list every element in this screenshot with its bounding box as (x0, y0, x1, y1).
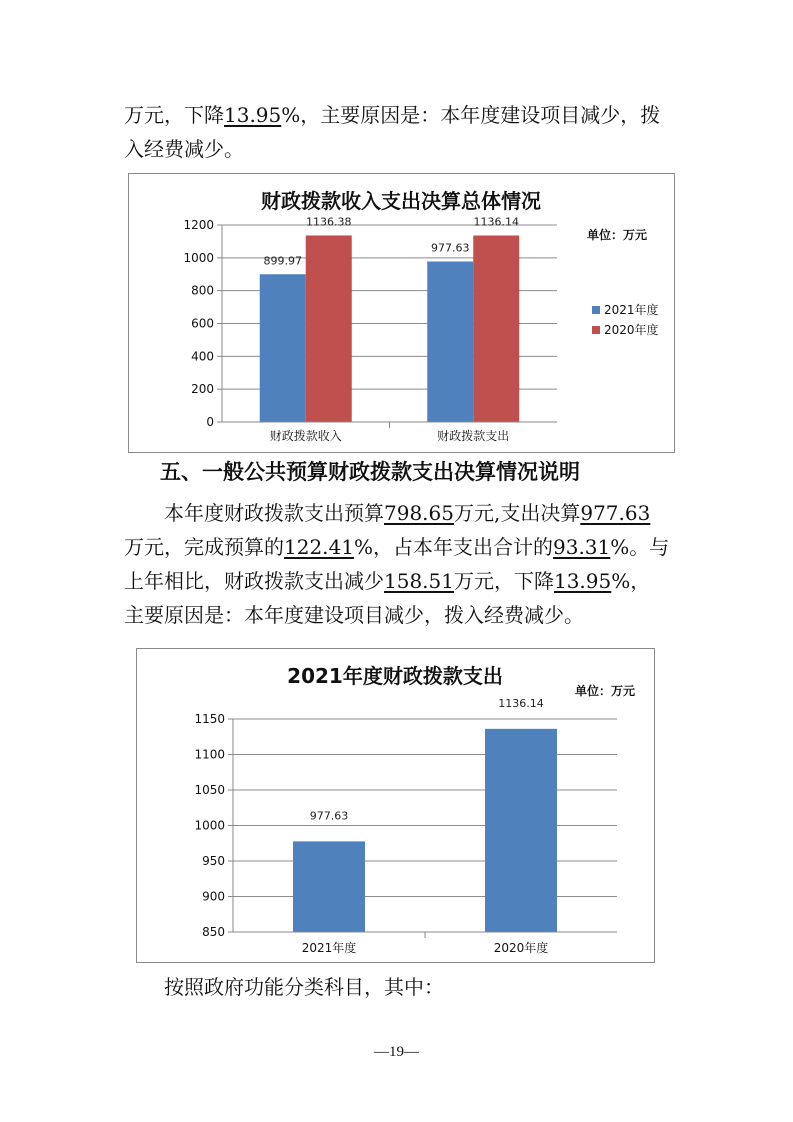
text-segment: 万元,支出决算 (453, 501, 581, 525)
data-label: 899.97 (263, 254, 302, 268)
y-tick-label: 0 (206, 415, 214, 429)
underlined-value: 13.95 (224, 103, 282, 127)
y-tick-label: 800 (191, 283, 214, 298)
y-tick-label: 600 (191, 316, 214, 331)
text-segment: 万元，下降 (124, 103, 224, 127)
text-segment: %， (611, 569, 651, 593)
paragraph-classification: 按照政府功能分类科目，其中： (164, 975, 444, 999)
y-tick-label: 1200 (183, 218, 214, 232)
data-label: 1136.14 (473, 215, 519, 229)
data-label: 1136.38 (306, 215, 352, 229)
y-tick-label: 200 (191, 382, 214, 397)
legend-entry: 2021年度 (604, 303, 659, 317)
text-segment: 上年相比，财政拨款支出减少 (124, 569, 384, 593)
y-tick-label: 1100 (194, 747, 225, 762)
chart-2-svg (137, 649, 654, 962)
text-segment: 万元，下降 (453, 569, 554, 593)
chart-unit-label: 单位：万元 (587, 228, 648, 242)
bar (427, 262, 473, 422)
chart-title: 财政拨款收入支出决算总体情况 (261, 189, 541, 213)
bar (473, 235, 519, 422)
underlined-value: 798.65 (384, 501, 454, 525)
text-segment: 入经费减少。 (124, 137, 244, 161)
chart-revenue-expenditure-overview (128, 173, 675, 453)
data-label: 977.63 (309, 809, 349, 823)
x-tick-label: 2021年度 (301, 941, 357, 955)
y-tick-label: 950 (202, 854, 225, 868)
paragraph-intro (124, 98, 676, 166)
bar (485, 729, 557, 932)
paragraph-expenditure (124, 496, 676, 632)
underlined-value: 93.31 (553, 535, 611, 559)
text-segment: 本年度财政拨款支出预算 (164, 501, 384, 525)
text-segment: %。与 (610, 535, 670, 559)
data-label: 977.63 (431, 241, 470, 255)
page-number: —19— (374, 1044, 419, 1060)
y-tick-label: 400 (191, 349, 214, 364)
text-segment: %，主要原因是：本年度建设项目减少，拨 (281, 103, 661, 127)
legend-entry: 2020年度 (604, 323, 659, 337)
legend-swatch (592, 306, 600, 314)
section-heading: 五、一般公共预算财政拨款支出决算情况说明 (160, 460, 580, 484)
y-tick-label: 1000 (194, 818, 225, 833)
chart-title: 2021年度财政拨款支出 (287, 664, 503, 688)
underlined-value: 13.95 (553, 569, 612, 593)
bar (306, 235, 352, 422)
x-tick-label: 财政拨款收入 (269, 429, 342, 443)
y-tick-label: 900 (202, 889, 225, 904)
data-label: 1136.14 (498, 696, 544, 710)
chart-2021-expenditure (136, 648, 655, 963)
chart-unit-label: 单位：万元 (575, 684, 636, 698)
underlined-value: 977.63 (580, 501, 651, 525)
y-tick-label: 1000 (183, 250, 214, 265)
y-tick-label: 850 (202, 925, 225, 939)
text-segment: 万元，完成预算的 (124, 535, 284, 559)
x-tick-label: 财政拨款支出 (437, 429, 510, 443)
bar (260, 274, 306, 422)
y-tick-label: 1050 (194, 783, 225, 797)
y-tick-label: 1150 (194, 712, 225, 726)
legend-swatch (592, 326, 600, 334)
x-tick-label: 2020年度 (493, 941, 549, 955)
chart-1-svg (129, 174, 674, 452)
underlined-value: 158.51 (384, 569, 454, 593)
underlined-value: 122.41 (284, 535, 354, 559)
text-segment: 主要原因是：本年度建设项目减少，拨入经费减少。 (124, 603, 584, 627)
text-segment: %，占本年支出合计的 (353, 535, 553, 559)
bar (293, 841, 365, 932)
